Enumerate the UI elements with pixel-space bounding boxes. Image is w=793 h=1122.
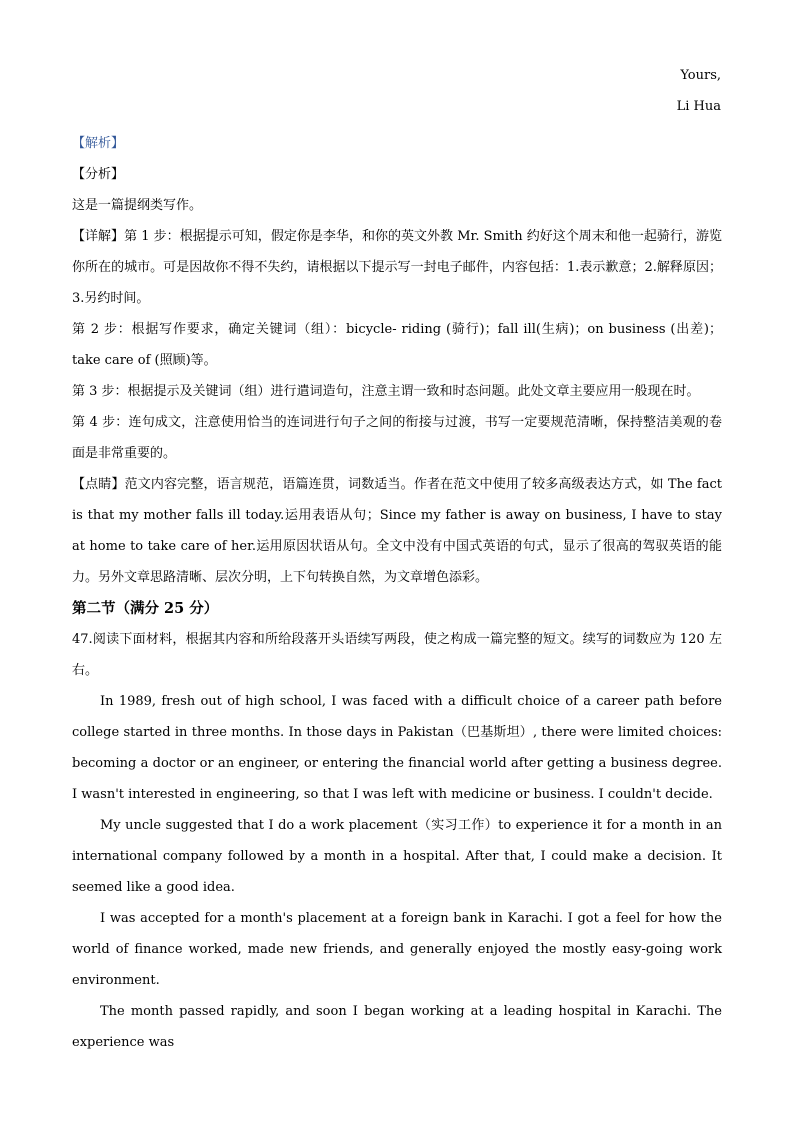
passage-paragraph: My uncle suggested that I do a work placement（实习工作）to experience it for a month in an international company followed by a month in a hospital. After that, I could make a decision. It seemed like a good idea. bbox=[72, 818, 722, 895]
main-content bbox=[72, 128, 722, 1058]
detail-step-1 bbox=[72, 221, 722, 314]
analysis-label: 【解析】 bbox=[72, 136, 125, 151]
letter-closing: Yours, bbox=[680, 68, 721, 83]
fenxi-text: 这是一篇提纲类写作。 bbox=[72, 198, 203, 213]
detail-label: 【详解】 bbox=[72, 229, 125, 244]
passage-paragraph: The month passed rapidly, and soon I began working at a leading hospital in Karachi. The experience was bbox=[72, 1004, 722, 1050]
key-point bbox=[72, 469, 722, 593]
passage-paragraph: In 1989, fresh out of high school, I was faced with a difficult choice of a career path before college started in three months. In those days in Pakistan（巴基斯坦）, there were limited choices: becoming a doctor or an engineer, or entering the financial world after getting a business degree. I wasn't interested in engineering, so that I was left with medicine or business. I couldn't decide. bbox=[72, 694, 722, 802]
step-1-text: 第 1 步：根据提示可知，假定你是李华，和你的英文外教 Mr. Smith 约好这个周末和他一起骑行，游览你所在的城市。可是因故你不得不失约，请根据以下提示写一封电子邮件，内容包括：1.表示歉意；2.解释原因；3.另约时间。 bbox=[72, 229, 722, 306]
detail-step-4: 第 4 步：连句成文，注意使用恰当的连词进行句子之间的衔接与过渡，书写一定要规范清晰，保持整洁美观的卷面是非常重要的。 bbox=[72, 415, 722, 461]
passage-paragraph: I was accepted for a month's placement at a foreign bank in Karachi. I got a feel for how the world of finance worked, made new friends, and generally enjoyed the mostly easy-going work environment. bbox=[72, 911, 722, 988]
key-point-text: 范文内容完整，语言规范，语篇连贯，词数适当。作者在范文中使用了较多高级表达方式，如 The fact is that my mother falls ill today.运用表语从句；Since my father is away on business, I have to stay at home to take care of her.运用原因状语从句。全文中没有中国式英语的句式，显示了很高的驾驭英语的能力。另外文章思路清晰、层次分明，上下句转换自然，为文章增色添彩。 bbox=[72, 477, 722, 585]
detail-step-2: 第 2 步：根据写作要求，确定关键词（组）：bicycle- riding (骑行)；fall ill(生病)；on business (出差)；take care of (照顾)等。 bbox=[72, 322, 722, 368]
letter-signature: Li Hua bbox=[676, 99, 721, 114]
section-2-title: 第二节（满分 25 分） bbox=[72, 600, 219, 617]
key-point-label: 【点睛】 bbox=[72, 477, 125, 492]
question-instruction: 47.阅读下面材料，根据其内容和所给段落开头语续写两段，使之构成一篇完整的短文。续写的词数应为 120 左右。 bbox=[72, 632, 722, 678]
detail-step-3: 第 3 步：根据提示及关键词（组）进行遣词造句，注意主谓一致和时态问题。此处文章主要应用一般现在时。 bbox=[72, 384, 700, 399]
fenxi-label: 【分析】 bbox=[72, 167, 125, 182]
